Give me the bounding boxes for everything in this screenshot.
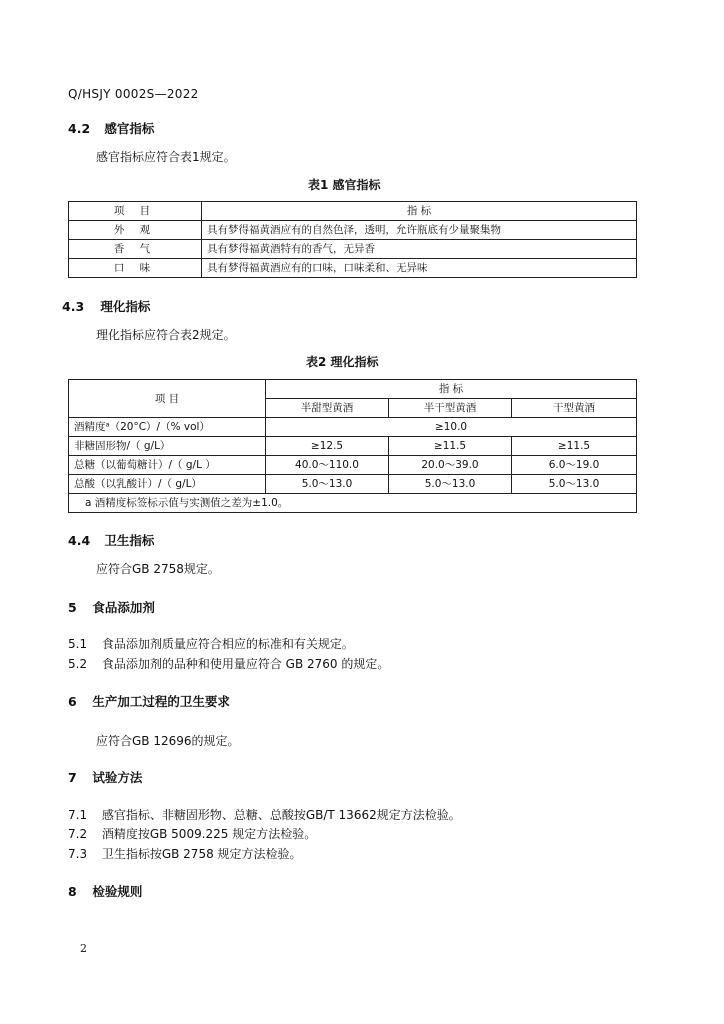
table-cell: 外 观 — [69, 221, 202, 240]
table-1-caption: 表1 感官指标 — [308, 178, 381, 192]
table-cell: 6.0～19.0 — [512, 456, 637, 475]
section-5-heading — [68, 598, 155, 616]
section-number: 4.4 — [68, 533, 91, 548]
table-row — [69, 475, 637, 494]
table-footnote-row — [69, 494, 637, 513]
clause-text: 卫生指标按GB 2758 规定方法检验。 — [101, 847, 302, 861]
clause-number: 5.2 — [68, 657, 88, 671]
document-code: Q/HSJY 0002S—2022 — [68, 87, 199, 101]
table-cell: 5.0～13.0 — [389, 475, 512, 494]
column-header: 干型黄酒 — [512, 399, 637, 418]
clause-7-2 — [68, 825, 316, 842]
section-4-3-text: 理化指标应符合表2规定。 — [96, 328, 236, 342]
section-4-4-heading — [68, 531, 154, 549]
table-cell: 5.0～13.0 — [266, 475, 389, 494]
table-cell: 总糖（以葡萄糖计）/（ g/L ） — [69, 456, 266, 475]
table-cell: 5.0～13.0 — [512, 475, 637, 494]
column-header: 项 目 — [69, 202, 202, 221]
table-cell: 具有梦得福黄酒特有的香气，无异香 — [202, 240, 637, 259]
clause-number: 5.1 — [68, 637, 88, 651]
table-row — [69, 418, 637, 437]
clause-7-3 — [68, 845, 302, 862]
clause-text: 食品添加剂的品种和使用量应符合 GB 2760 的规定。 — [101, 657, 390, 671]
table-header-row — [69, 380, 637, 399]
table-cell: ≥10.0 — [266, 418, 637, 437]
column-header: 项 目 — [69, 380, 266, 418]
column-header: 指 标 — [266, 380, 637, 399]
section-title: 食品添加剂 — [92, 600, 155, 615]
clause-7-1 — [68, 806, 461, 823]
section-title: 卫生指标 — [104, 533, 155, 548]
section-6-heading — [68, 692, 230, 710]
page-number: 2 — [80, 942, 87, 955]
table-cell: 香 气 — [69, 240, 202, 259]
section-number: 7 — [68, 770, 77, 785]
section-number: 4.2 — [68, 121, 91, 136]
table-2-caption: 表2 理化指标 — [306, 355, 379, 369]
table-cell: 口 味 — [69, 259, 202, 278]
clause-text: 感官指标、非糖固形物、总糖、总酸按GB/T 13662规定方法检验。 — [101, 808, 461, 822]
table-row — [69, 437, 637, 456]
section-title: 感官指标 — [104, 121, 155, 136]
column-header: 指 标 — [202, 202, 637, 221]
table-cell: ≥11.5 — [389, 437, 512, 456]
table-cell: ≥11.5 — [512, 437, 637, 456]
section-number: 8 — [68, 884, 77, 899]
clause-text: 食品添加剂质量应符合相应的标准和有关规定。 — [101, 637, 354, 651]
clause-number: 7.2 — [68, 827, 88, 841]
table-row — [69, 259, 637, 278]
section-title: 检验规则 — [92, 884, 143, 899]
physicochemical-table — [68, 379, 637, 513]
column-header: 半甜型黄酒 — [266, 399, 389, 418]
section-4-3-heading — [62, 297, 150, 315]
section-title: 生产加工过程的卫生要求 — [92, 694, 230, 709]
table-cell: 具有梦得福黄酒应有的口味，口味柔和、无异味 — [202, 259, 637, 278]
clause-number: 7.1 — [68, 808, 88, 822]
table-header-row — [69, 202, 637, 221]
clause-5-2 — [68, 655, 389, 672]
table-row — [69, 240, 637, 259]
clause-text: 酒精度按GB 5009.225 规定方法检验。 — [101, 827, 317, 841]
table-footnote: a 酒精度标签标示值与实测值之差为±1.0。 — [69, 494, 637, 513]
section-4-2-text: 感官指标应符合表1规定。 — [96, 150, 236, 164]
section-6-text: 应符合GB 12696的规定。 — [96, 734, 240, 748]
section-number: 6 — [68, 694, 77, 709]
table-cell: 总酸（以乳酸计）/（ g/L） — [69, 475, 266, 494]
section-title: 理化指标 — [100, 299, 151, 314]
table-cell: 20.0～39.0 — [389, 456, 512, 475]
section-4-4-text: 应符合GB 2758规定。 — [96, 562, 220, 576]
clause-5-1 — [68, 635, 354, 652]
table-cell: 40.0～110.0 — [266, 456, 389, 475]
table-row — [69, 456, 637, 475]
table-cell: 非糖固形物/（ g/L） — [69, 437, 266, 456]
section-4-2-heading — [68, 119, 154, 137]
sensory-table — [68, 201, 637, 278]
section-8-heading — [68, 882, 142, 900]
section-number: 5 — [68, 600, 77, 615]
column-header: 半干型黄酒 — [389, 399, 512, 418]
section-number: 4.3 — [62, 299, 85, 314]
clause-number: 7.3 — [68, 847, 88, 861]
table-row — [69, 221, 637, 240]
section-7-heading — [68, 768, 142, 786]
section-title: 试验方法 — [92, 770, 143, 785]
table-cell: ≥12.5 — [266, 437, 389, 456]
table-cell: 具有梦得福黄酒应有的自然色泽，透明，允许瓶底有少量聚集物 — [202, 221, 637, 240]
table-cell: 酒精度ᵃ（20°C）/（% vol） — [69, 418, 266, 437]
